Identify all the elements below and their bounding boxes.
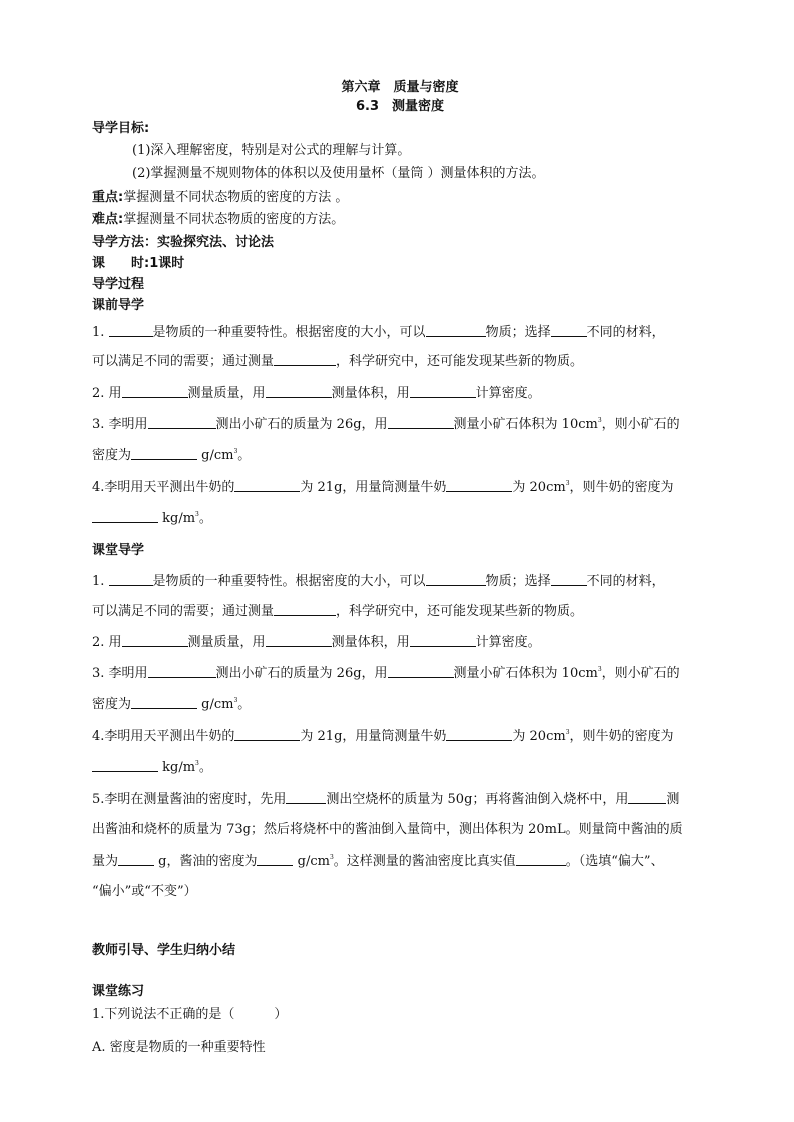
unit-text: g/cm [297, 854, 330, 869]
answer-blank[interactable] [286, 791, 326, 804]
unit-text: g/cm [201, 448, 234, 463]
q-text: 密度为 [92, 697, 132, 712]
answer-blank[interactable] [628, 791, 666, 804]
answer-blank[interactable] [148, 416, 216, 429]
class-title: 课堂导学 [92, 543, 145, 558]
period-text: 1课时 [149, 256, 185, 271]
q-text: 为 21g，用量筒测量牛奶 [300, 480, 447, 495]
q-text: 测出小矿石的质量为 26g，用 [215, 417, 388, 432]
class-q5-line3 [92, 853, 708, 870]
q-text: 计算密度。 [475, 386, 541, 401]
answer-blank[interactable] [118, 853, 154, 866]
process-title: 导学过程 [92, 277, 145, 292]
answer-blank[interactable] [446, 728, 512, 741]
answer-blank[interactable] [426, 573, 486, 586]
q-text: 是物质的一种重要特性。根据密度的大小，可以 [152, 325, 426, 340]
answer-blank[interactable] [266, 634, 332, 647]
class-q4-line2 [92, 759, 708, 776]
q-text: ，则小矿石的 [601, 417, 680, 432]
answer-blank[interactable] [426, 324, 486, 337]
superscript: 3 [233, 697, 238, 704]
q-text: 测量质量，用 [187, 635, 266, 650]
answer-blank[interactable] [122, 385, 188, 398]
answer-blank[interactable] [410, 634, 476, 647]
pre-q4-line1 [92, 479, 708, 496]
practice-title: 课堂练习 [92, 984, 145, 999]
class-q3-line2 [92, 696, 708, 713]
answer-blank[interactable] [131, 696, 197, 709]
q-text: ） [274, 1007, 288, 1022]
q-text: 物质；选择 [485, 325, 551, 340]
q-text: 为 20cm [512, 729, 566, 744]
class-q1-line2 [92, 603, 708, 620]
method: 导学方法：实验探究法、讨论法 [92, 235, 275, 250]
answer-blank[interactable] [148, 665, 216, 678]
q-number: 3. 李明用 [92, 666, 148, 681]
answer-blank[interactable] [551, 573, 587, 586]
answer-blank[interactable] [516, 853, 566, 866]
answer-blank[interactable] [109, 324, 153, 337]
answer-blank[interactable] [257, 853, 293, 866]
q-text: 测量体积，用 [331, 635, 410, 650]
q-text: 量为 [92, 854, 119, 869]
period [92, 256, 708, 272]
q-text: g，酱油的密度为 [158, 854, 258, 869]
q-text: 计算密度。 [475, 635, 541, 650]
q-text: 4.李明用天平测出牛奶的 [92, 480, 235, 495]
answer-blank[interactable] [274, 603, 336, 616]
q-text: 物质；选择 [485, 574, 551, 589]
superscript: 3 [597, 417, 602, 424]
superscript: 3 [195, 760, 199, 767]
chapter-title: 第六章 质量与密度 [341, 80, 459, 95]
pre-q3-line2 [92, 447, 708, 464]
q-text: 1.下列说法不正确的是（ [92, 1007, 235, 1022]
answer-blank[interactable] [388, 416, 454, 429]
class-q5-line2: 出酱油和烧杯的质量为 73g；然后将烧杯中的酱油倒入量筒中，测出体积为 20mL。则量筒中酱油的质 [92, 822, 683, 837]
answer-blank[interactable] [551, 324, 587, 337]
answer-blank[interactable] [122, 634, 188, 647]
q-number: 1. [92, 574, 105, 589]
answer-blank[interactable] [388, 665, 454, 678]
q-text: ，则小矿石的 [601, 666, 680, 681]
superscript: 3 [233, 448, 238, 455]
answer-blank[interactable] [410, 385, 476, 398]
q-text: 。 [198, 511, 212, 526]
q-text: 测量小矿石体积为 10cm [453, 417, 598, 432]
q-text: 测 [666, 792, 680, 807]
superscript: 3 [597, 666, 602, 673]
q-text: 测出小矿石的质量为 26g，用 [215, 666, 388, 681]
pre-q4-line2 [92, 510, 708, 527]
unit-text: kg/m [162, 511, 196, 526]
superscript: 3 [195, 511, 199, 518]
section-title: 6.3 测量密度 [355, 99, 445, 114]
key-point [92, 190, 708, 206]
practice-option-a: A. 密度是物质的一种重要特性 [92, 1040, 266, 1055]
class-q5-line4: “偏小”或“不变”） [92, 884, 197, 899]
q-text: 测量小矿石体积为 10cm [453, 666, 598, 681]
class-q3-line1 [92, 665, 708, 682]
q-text: 5.李明在测量酱油的密度时，先用 [92, 792, 287, 807]
pre-q1-line2 [92, 353, 708, 370]
practice-q1 [92, 1007, 708, 1023]
objective-2: (2)掌握测量不规则物体的体积以及使用量杯（量筒 ）测量体积的方法。 [132, 166, 545, 181]
period-label: 课 时: [92, 256, 150, 271]
q-text: 可以满足不同的需要；通过测量 [92, 354, 275, 369]
q-text: 。这样测量的酱油密度比真实值 [333, 854, 516, 869]
pre-q2 [92, 385, 708, 402]
q-text: 不同的材料， [586, 325, 665, 340]
answer-blank[interactable] [446, 479, 512, 492]
class-q4-line1 [92, 728, 708, 745]
q-text: 4.李明用天平测出牛奶的 [92, 729, 235, 744]
class-q1-line1 [92, 573, 708, 590]
answer-blank[interactable] [131, 447, 197, 460]
superscript: 3 [565, 729, 570, 736]
key-point-label: 重点: [92, 190, 124, 205]
q-text: 。 [198, 760, 212, 775]
answer-blank[interactable] [234, 728, 300, 741]
unit-text: kg/m [162, 760, 196, 775]
class-q2 [92, 634, 708, 651]
q-text: 测量体积，用 [331, 386, 410, 401]
q-text: 可以满足不同的需要；通过测量 [92, 604, 275, 619]
q-text: ，科学研究中，还可能发现某些新的物质。 [336, 604, 584, 619]
superscript: 3 [329, 854, 334, 861]
q-text: 。 [237, 448, 251, 463]
q-number: 3. 李明用 [92, 417, 148, 432]
pre-q3-line1 [92, 416, 708, 433]
q-number: 2. 用 [92, 635, 122, 650]
difficulty-label: 难点: [92, 212, 124, 227]
difficulty [92, 212, 708, 228]
class-q5-line1 [92, 791, 708, 808]
q-text: 为 20cm [512, 480, 566, 495]
q-text: 为 21g，用量筒测量牛奶 [300, 729, 447, 744]
answer-blank[interactable] [266, 385, 332, 398]
q-text: 。（选填“偏大”、 [565, 854, 664, 869]
answer-blank[interactable] [92, 510, 158, 523]
q-text: 。 [237, 697, 251, 712]
q-text: 不同的材料， [586, 574, 665, 589]
q-number: 1. [92, 325, 105, 340]
q-text: ，科学研究中，还可能发现某些新的物质。 [336, 354, 584, 369]
q-text: 密度为 [92, 448, 132, 463]
q-text: 测出空烧杯的质量为 50g；再将酱油倒入烧杯中，用 [326, 792, 629, 807]
difficulty-text: 掌握测量不同状态物质的密度的方法。 [123, 212, 345, 227]
q-number: 2. 用 [92, 386, 122, 401]
q-text: 测量质量，用 [187, 386, 266, 401]
superscript: 3 [565, 480, 570, 487]
answer-blank[interactable] [109, 573, 153, 586]
answer-blank[interactable] [234, 479, 300, 492]
objective-1: (1)深入理解密度，特别是对公式的理解与计算。 [132, 143, 411, 158]
q-text: ，则牛奶的密度为 [569, 480, 674, 495]
q-text: ，则牛奶的密度为 [569, 729, 674, 744]
q-text: 是物质的一种重要特性。根据密度的大小，可以 [152, 574, 426, 589]
pre-class-title: 课前导学 [92, 298, 145, 313]
objectives-label: 导学目标: [92, 121, 150, 136]
answer-blank[interactable] [92, 759, 158, 772]
key-point-text: 掌握测量不同状态物质的密度的方法 。 [123, 190, 349, 205]
pre-q1-line1 [92, 324, 708, 341]
summary-title: 教师引导、学生归纳小结 [92, 943, 236, 958]
answer-blank[interactable] [274, 353, 336, 366]
unit-text: g/cm [201, 697, 234, 712]
